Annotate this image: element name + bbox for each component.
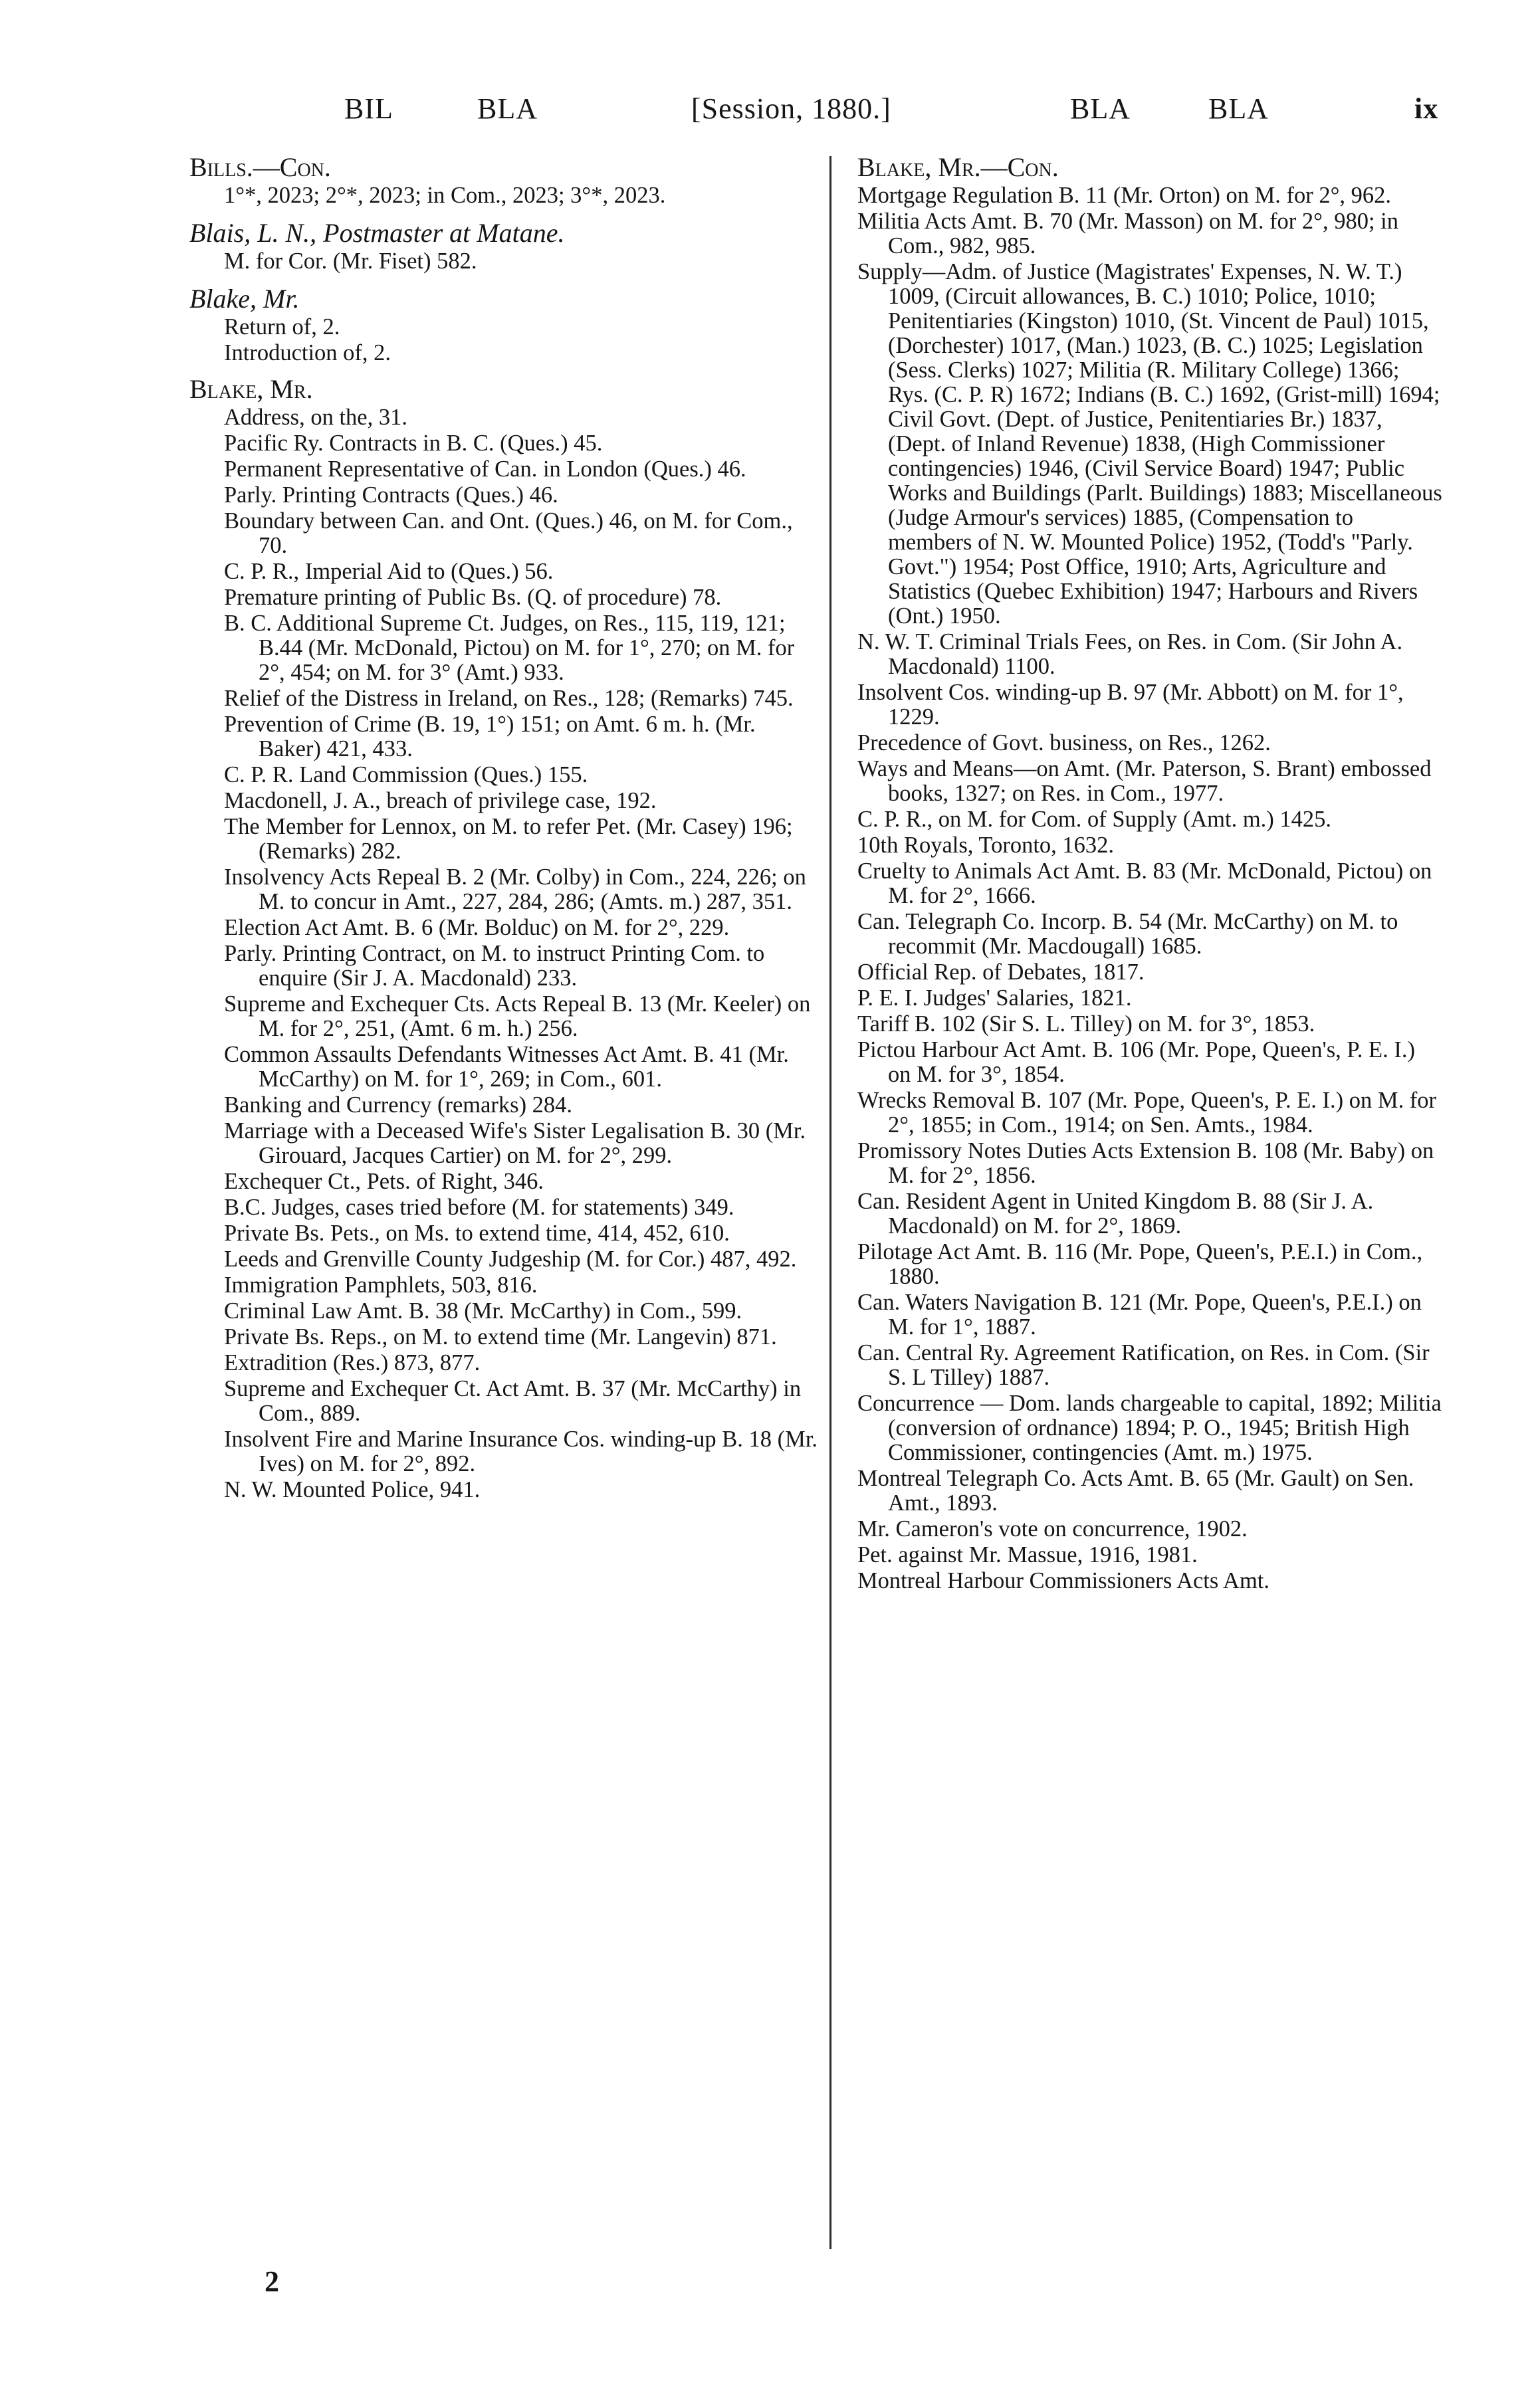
index-entry: C. P. R., on M. for Com. of Supply (Amt. m.) 1425. [857, 807, 1332, 832]
index-entry: Banking and Currency (remarks) 284. [224, 1092, 573, 1118]
index-entry: Precedence of Govt. business, on Res., 1262. [857, 730, 1271, 755]
index-entry: M. for Cor. (Mr. Fiset) 582. [224, 249, 477, 274]
index-entry: Marriage with a Deceased Wife's Sister Legalisation B. 30 (Mr. Girouard, Jacques Cartier) on M. for 2°, 299. [224, 1118, 806, 1168]
signature-mark: 2 [265, 2265, 279, 2298]
index-entry: Montreal Telegraph Co. Acts Amt. B. 65 (Mr. Gault) on Sen. Amt., 1893. [857, 1466, 1414, 1516]
header-left-second: BLA [477, 92, 538, 125]
index-entry: Supply—Adm. of Justice (Magistrates' Expenses, N. W. T.) 1009, (Circuit allowances, B. C.) 1010; Police, 1010; Penitentiaries (Kingston) 1010, (St. Vincent de Paul) 1015, (Dorchester) 1017, (Man.) 1023, (B. C.) 1025; Legislation (Sess. Clerks) 1027; Militia (R. Military College) 1366; Rys. (C. P. R) 1672; Indians (B. C.) 1692, (Grist-mill) 1694; Civil Govt. (Dept. of Justice, Penitentiaries Br.) 1837, (Dept. of Inland Revenue) 1838, (High Commissioner contingencies) 1946, (Civil Service Board) 1947; Public Works and Buildings (Parlt. Buildings) 1883; Miscellaneous (Judge Armour's services) 1885, (Compensation to members of N. W. Mounted Police) 1952, (Todd's "Parly. Govt.") 1954; Post Office, 1910; Arts, Agriculture and Statistics (Quebec Exhibition) 1947; Harbours and Rivers (Ont.) 1950. [857, 259, 1442, 629]
blais-entries [189, 249, 821, 274]
index-entry: B. C. Additional Supreme Ct. Judges, on Res., 115, 119, 121; B.44 (Mr. McDonald, Pictou) on M. for 1°, 270; on M. for 2°, 454; on M. for 3° (Amt.) 933. [224, 611, 795, 685]
index-entry: Pilotage Act Amt. B. 116 (Mr. Pope, Queen's, P.E.I.) in Com., 1880. [857, 1239, 1423, 1289]
index-entry: N. W. Mounted Police, 941. [224, 1477, 481, 1502]
index-entry: Macdonell, J. A., breach of privilege case, 192. [224, 788, 657, 813]
index-entry: Supreme and Exchequer Cts. Acts Repeal B. 13 (Mr. Keeler) on M. for 2°, 251, (Amt. 6 m. h.) 256. [224, 991, 811, 1041]
bills-heading: Bills.—Con. [189, 152, 331, 182]
index-entry: Pictou Harbour Act Amt. B. 106 (Mr. Pope, Queen's, P. E. I.) on M. for 3°, 1854. [857, 1037, 1415, 1087]
index-entry: Permanent Representative of Can. in London (Ques.) 46. [224, 456, 746, 482]
index-entry: Official Rep. of Debates, 1817. [857, 959, 1145, 985]
blake-sc-entries [189, 405, 821, 1502]
right-column [857, 153, 1442, 1595]
blake-sc-heading: Blake, Mr. [189, 374, 313, 404]
index-entry: Ways and Means—on Amt. (Mr. Paterson, S. Brant) embossed books, 1327; on Res. in Com., 1977. [857, 756, 1432, 806]
index-entry: Private Bs. Pets., on Ms. to extend time, 414, 452, 610. [224, 1221, 730, 1246]
index-entry: Tariff B. 102 (Sir S. L. Tilley) on M. for 3°, 1853. [857, 1011, 1315, 1037]
header-left-first: BIL [344, 92, 393, 125]
header-session: [Session, 1880.] [691, 92, 891, 125]
index-entry: Supreme and Exchequer Ct. Act Amt. B. 37 (Mr. McCarthy) in Com., 889. [224, 1376, 802, 1426]
index-entry: C. P. R. Land Commission (Ques.) 155. [224, 762, 588, 787]
column-divider [829, 156, 831, 2249]
bills-entries [189, 183, 821, 208]
blake-continued-heading: Blake, Mr.—Con. [857, 152, 1059, 182]
blake-italic-heading: Blake, Mr. [189, 284, 300, 314]
index-entry: Mr. Cameron's vote on concurrence, 1902. [857, 1516, 1248, 1542]
index-entry: Can. Telegraph Co. Incorp. B. 54 (Mr. McCarthy) on M. to recommit (Mr. Macdougall) 1685. [857, 909, 1398, 959]
index-entry: C. P. R., Imperial Aid to (Ques.) 56. [224, 559, 554, 584]
left-column [189, 153, 821, 1504]
page-number: ix [1414, 92, 1439, 125]
index-entry: Mortgage Regulation B. 11 (Mr. Orton) on M. for 2°, 962. [857, 183, 1392, 208]
index-entry: Leeds and Grenville County Judgeship (M. for Cor.) 487, 492. [224, 1247, 797, 1272]
index-entry: Immigration Pamphlets, 503, 816. [224, 1272, 538, 1298]
index-entry: Wrecks Removal B. 107 (Mr. Pope, Queen's, P. E. I.) on M. for 2°, 1855; in Com., 1914; on Sen. Amts., 1984. [857, 1088, 1437, 1138]
running-header [0, 92, 1538, 132]
index-entry: 10th Royals, Toronto, 1632. [857, 833, 1115, 858]
index-entry: Parly. Printing Contract, on M. to instruct Printing Com. to enquire (Sir J. A. Macdonald) 233. [224, 941, 765, 991]
index-entry: Insolvent Fire and Marine Insurance Cos. winding-up B. 18 (Mr. Ives) on M. for 2°, 892. [224, 1427, 818, 1476]
index-entry: Common Assaults Defendants Witnesses Act Amt. B. 41 (Mr. McCarthy) on M. for 1°, 269; in Com., 601. [224, 1042, 789, 1092]
index-entry: Can. Waters Navigation B. 121 (Mr. Pope, Queen's, P.E.I.) on M. for 1°, 1887. [857, 1290, 1422, 1340]
blake-continued-entries [857, 183, 1442, 1593]
index-entry: Exchequer Ct., Pets. of Right, 346. [224, 1169, 544, 1194]
index-entry: The Member for Lennox, on M. to refer Pet. (Mr. Casey) 196; (Remarks) 282. [224, 814, 793, 864]
index-entry: Criminal Law Amt. B. 38 (Mr. McCarthy) in Com., 599. [224, 1298, 742, 1324]
index-entry: Promissory Notes Duties Acts Extension B. 108 (Mr. Baby) on M. for 2°, 1856. [857, 1138, 1434, 1188]
index-entry: Private Bs. Reps., on M. to extend time (Mr. Langevin) 871. [224, 1324, 777, 1350]
index-entry: Insolvency Acts Repeal B. 2 (Mr. Colby) in Com., 224, 226; on M. to concur in Amt., 227, 284, 286; (Amts. m.) 287, 351. [224, 864, 806, 914]
index-entry: Boundary between Can. and Ont. (Ques.) 46, on M. for Com., 70. [224, 508, 793, 558]
index-entry: Montreal Harbour Commissioners Acts Amt. [857, 1568, 1269, 1593]
index-entry: Return of, 2. [224, 314, 340, 340]
index-entry: Cruelty to Animals Act Amt. B. 83 (Mr. McDonald, Pictou) on M. for 2°, 1666. [857, 858, 1432, 908]
blake-italic-entries [189, 315, 821, 365]
index-entry: 1°*, 2023; 2°*, 2023; in Com., 2023; 3°*, 2023. [224, 183, 666, 208]
index-entry: N. W. T. Criminal Trials Fees, on Res. in Com. (Sir John A. Macdonald) 1100. [857, 629, 1403, 679]
index-entry: Can. Central Ry. Agreement Ratification, on Res. in Com. (Sir S. L Tilley) 1887. [857, 1340, 1430, 1390]
index-entry: Relief of the Distress in Ireland, on Res., 128; (Remarks) 745. [224, 686, 794, 711]
index-entry: Can. Resident Agent in United Kingdom B. 88 (Sir J. A. Macdonald) on M. for 2°, 1869. [857, 1189, 1374, 1239]
index-entry: Pet. against Mr. Massue, 1916, 1981. [857, 1542, 1198, 1567]
header-right-first: BLA [1070, 92, 1131, 125]
index-entry: Prevention of Crime (B. 19, 1°) 151; on Amt. 6 m. h. (Mr. Baker) 421, 433. [224, 712, 756, 761]
index-entry: Premature printing of Public Bs. (Q. of procedure) 78. [224, 585, 722, 610]
header-right-second: BLA [1208, 92, 1269, 125]
index-entry: P. E. I. Judges' Salaries, 1821. [857, 985, 1132, 1011]
index-entry: Introduction of, 2. [224, 340, 391, 365]
index-entry: Insolvent Cos. winding-up B. 97 (Mr. Abbott) on M. for 1°, 1229. [857, 680, 1404, 730]
index-entry: Militia Acts Amt. B. 70 (Mr. Masson) on M. for 2°, 980; in Com., 982, 985. [857, 209, 1399, 258]
index-entry: Parly. Printing Contracts (Ques.) 46. [224, 482, 558, 508]
index-entry: Address, on the, 31. [224, 405, 407, 430]
index-entry: Concurrence — Dom. lands chargeable to capital, 1892; Militia (conversion of ordnance) 1894; P. O., 1945; British High Commissioner, contingencies (Amt. m.) 1975. [857, 1391, 1442, 1465]
index-entry: Pacific Ry. Contracts in B. C. (Ques.) 45. [224, 431, 603, 456]
index-entry: Election Act Amt. B. 6 (Mr. Bolduc) on M. for 2°, 229. [224, 915, 730, 940]
blais-heading: Blais, L. N., Postmaster at Matane. [189, 218, 565, 248]
index-entry: B.C. Judges, cases tried before (M. for statements) 349. [224, 1195, 734, 1220]
index-entry: Extradition (Res.) 873, 877. [224, 1350, 481, 1375]
